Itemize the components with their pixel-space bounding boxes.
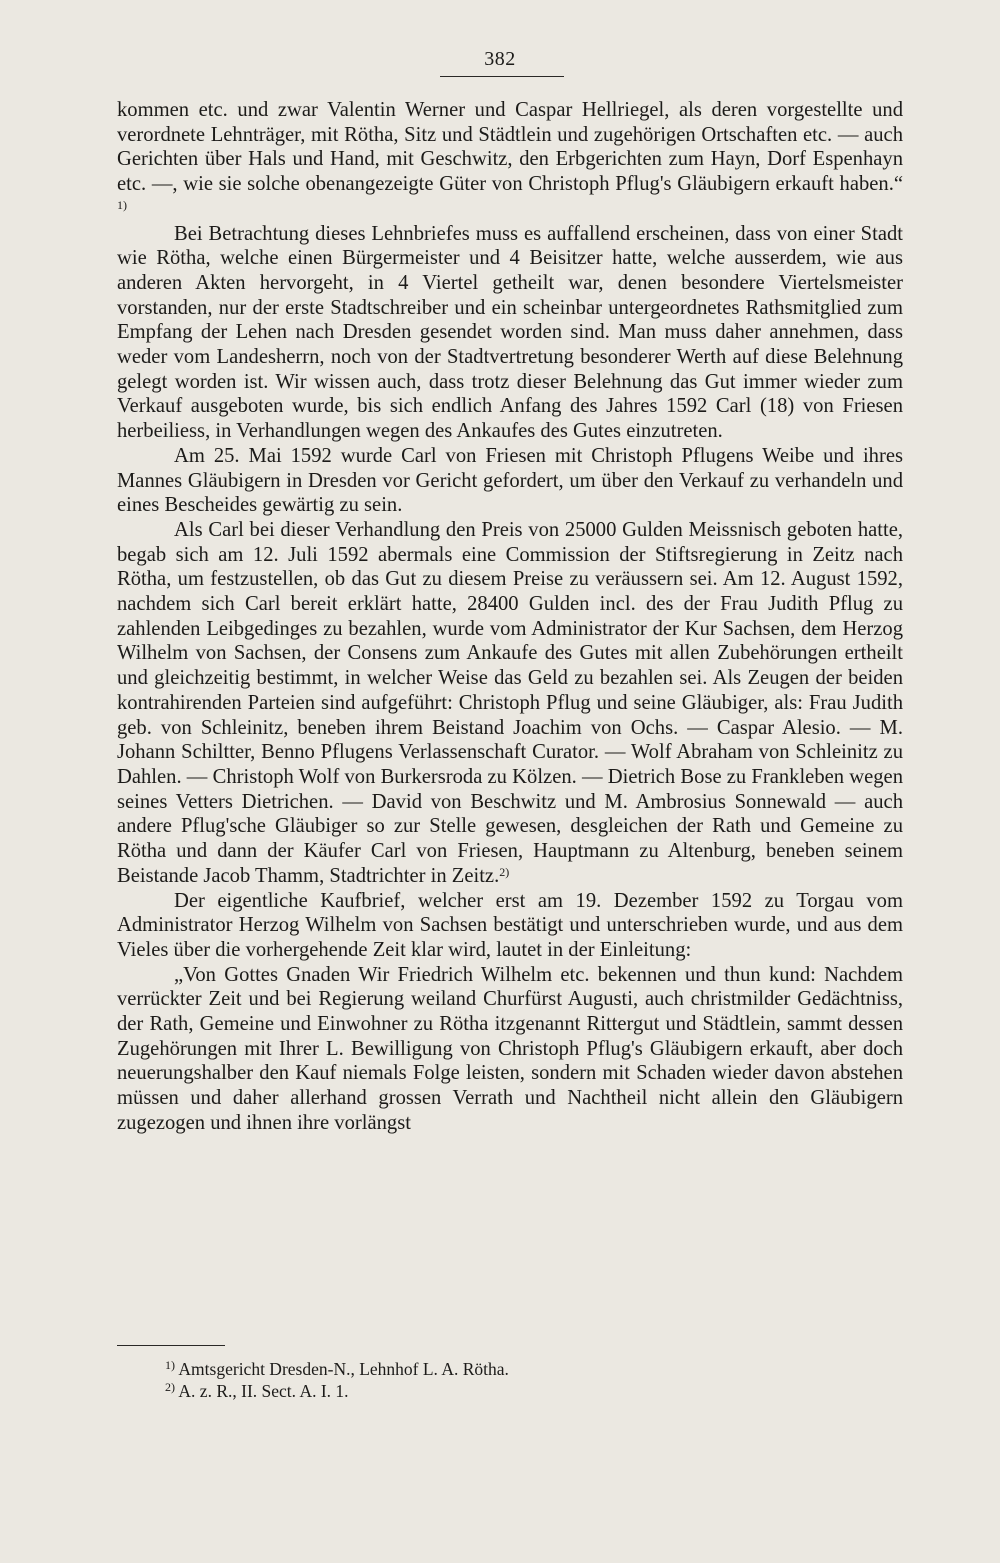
footnote-ref-1: 1) [117, 197, 127, 212]
footnote-2-text: A. z. R., II. Sect. A. I. 1. [178, 1381, 349, 1401]
footnote-2 [165, 1380, 865, 1402]
footnote-2-mark: 2) [165, 1380, 175, 1394]
footnote-1-text: Amtsgericht Dresden-N., Lehnhof L. A. Rötha. [178, 1359, 509, 1379]
paragraph-6: „Von Gottes Gnaden Wir Friedrich Wilhelm etc. bekennen und thun kund: Nachdem verrückter Zeit und bei Regierung weiland Churfürst Augusti, auch christmilder Gedächtniss, der Rath, Gemeine und Einwohner zu Rötha itzgenannt Rittergut und Städtlein, sammt dessen Zugehörungen mit Ihrer L. Bewilligung von Christoph Pflug's Gläubigern erkauft, aber doch neuerungshalber den Kauf niemals Folge leisten, sondern mit Schaden wieder davon abstehen müssen und daher allerhand grossen Verrath und Nachtheil nicht allein den Gläubigern zugezogen und ihnen ihre vorlängst [117, 963, 903, 1134]
paragraph-2: Bei Betrachtung dieses Lehnbriefes muss es auffallend erscheinen, dass von einer Stadt wie Rötha, welche einen Bürgermeister und 4 Beisitzer hatte, welche ausserdem, wie aus anderen Akten hervorgeht, in 4 Viertel getheilt war, denen besondere Viertelsmeister vorstanden, nur der erste Stadtschreiber und ein scheinbar untergeordnetes Rathsmitglied zum Empfang der Lehen nach Dresden gesendet worden sind. Man muss daher annehmen, dass weder vom Landesherrn, noch von der Stadtvertretung besonderer Werth auf diese Belehnung gelegt worden ist. Wir wissen auch, dass trotz dieser Belehnung das Gut immer wieder zum Verkauf ausgeboten wurde, bis sich endlich Anfang des Jahres 1592 Carl (18) von Friesen herbeiliess, in Verhandlungen wegen des Ankaufes des Gutes einzutreten. [117, 222, 903, 443]
footnotes [165, 1358, 865, 1402]
paragraph-3: Am 25. Mai 1592 wurde Carl von Friesen mit Christoph Pflugens Weibe und ihres Mannes Gläubigern in Dresden vor Gericht gefordert, um über den Verkauf zu verhandeln und eines Bescheides gewärtig zu sein. [117, 444, 903, 517]
body-text [117, 98, 903, 1136]
paragraph-5: Der eigentliche Kaufbrief, welcher erst am 19. Dezember 1592 zu Torgau vom Administrator Herzog Wilhelm von Sachsen bestätigt und unterschrieben wurde, und aus dem Vieles über die vorhergehende Zeit klar wird, lautet in der Einleitung: [117, 889, 903, 961]
paragraph-4-text: Als Carl bei dieser Verhandlung den Preis von 25000 Gulden Meissnisch geboten hatte, begab sich am 12. Juli 1592 abermals eine Commission der Stiftsregierung in Zeitz nach Rötha, um festzustellen, ob das Gut zu diesem Preise zu veräussern sei. Am 12. August 1592, nachdem sich Carl bereit erklärt hatte, 28400 Gulden incl. des der Frau Judith Pflug zu zahlenden Leibgedinges zu bezahlen, wurde vom Administrator der Kur Sachsen, dem Herzog Wilhelm von Sachsen, der Consens zum Ankaufe des Gutes mit allen Zubehörungen ertheilt und gleichzeitig bestimmt, in welcher Weise das Geld zu bezahlen sei. Als Zeugen der beiden kontrahirenden Parteien sind aufgeführt: Christoph Pflug und seine Gläubiger, als: Frau Judith geb. von Schleinitz, beneben ihrem Beistand Joachim von Ochs. — Caspar Alesio. — M. Johann Schiltter, Benno Pflugens Verlassenschaft Curator. — Wolf Abraham von Schleinitz zu Dahlen. — Christoph Wolf von Burkersroda zu Kölzen. — Dietrich Bose zu Frankleben wegen seines Vetters Dietrichen. — David von Beschwitz und M. Ambrosius Sonnewald — auch andere Pflug'sche Gläubiger so zur Stelle gewesen, desgleichen der Rath und Gemeine zu Rötha und dann der Käufer Carl von Friesen, Hauptmann zu Altenburg, beneben seinem Beistande Jacob Thamm, Stadtrichter in Zeitz. [117, 518, 903, 887]
paragraph-1-text: kommen etc. und zwar Valentin Werner und Caspar Hellriegel, als deren vorgestellte und verordnete Lehnträger, mit Rötha, Sitz und Städtlein und zugehörigen Ortschaften etc. — auch Gerichten über Hals und Hand, mit Geschwitz, den Erbgerichten zum Hayn, Dorf Espenhayn etc. —, wie sie solche obenangezeigte Güter von Christoph Pflug's Gläubigern erkauft haben.“ [117, 99, 903, 196]
header-rule [440, 76, 564, 77]
paragraph-1 [117, 98, 903, 222]
page-number: 382 [484, 48, 516, 70]
paragraph-4 [117, 518, 903, 889]
footnote-rule [117, 1345, 225, 1346]
footnote-1 [165, 1358, 865, 1380]
footnote-1-mark: 1) [165, 1358, 175, 1372]
footnote-ref-2: 2) [499, 864, 510, 879]
